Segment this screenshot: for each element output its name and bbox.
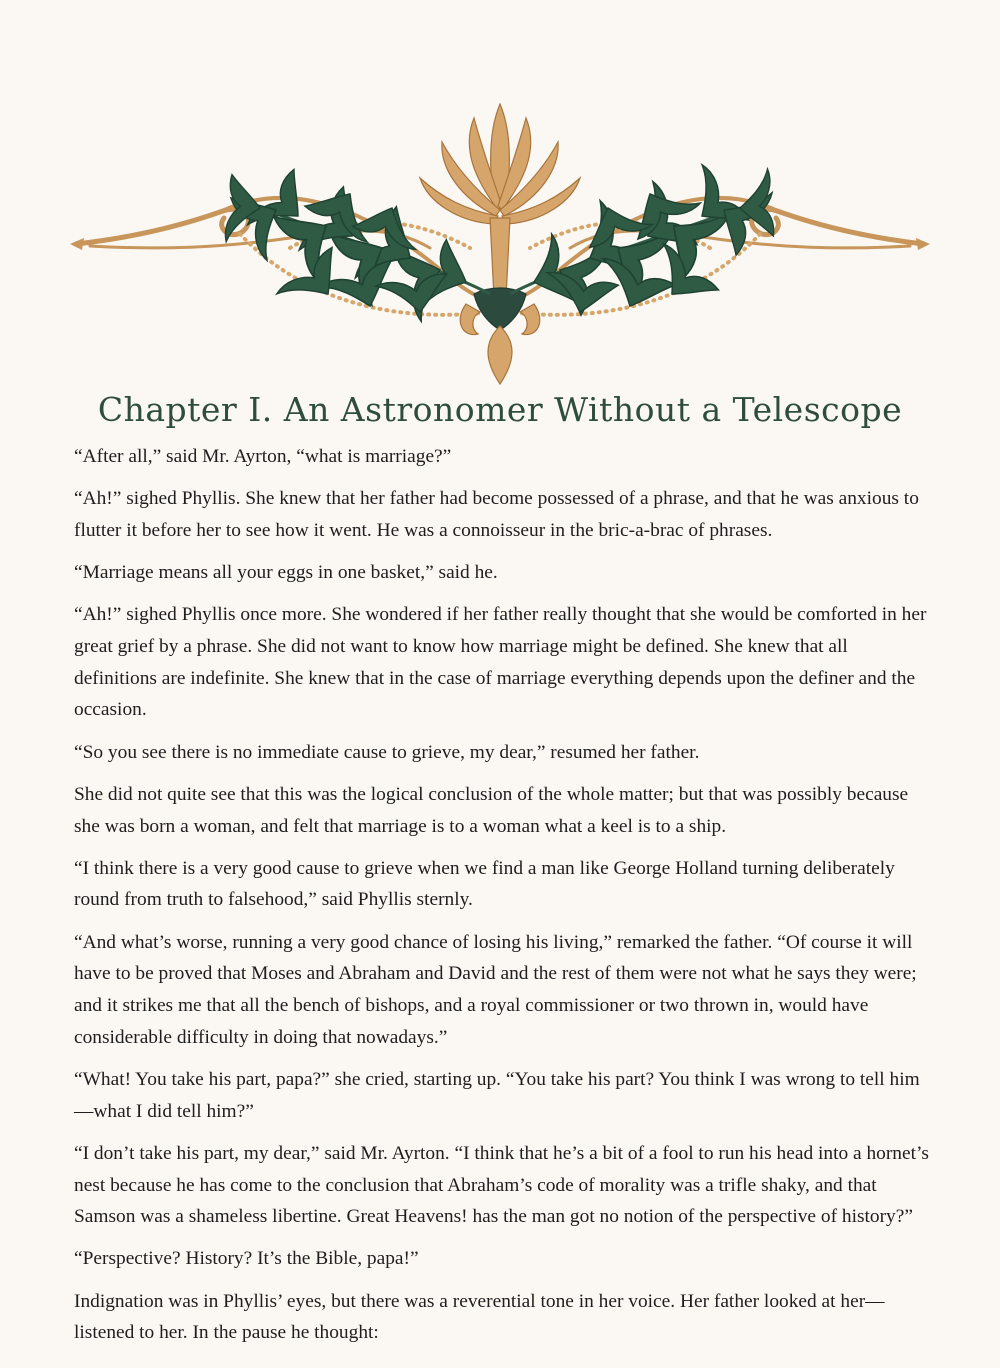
paragraph: “Perspective? History? It’s the Bible, papa!” (74, 1248, 419, 1270)
paragraph: “I don’t take his part, my dear,” said Mr. Ayrton. “I think that he’s a bit of a fool to run his head into a hornet’s nest because he has come to the conclusion that Abraham’s code of morality was a trifle shaky, and that Samson was a shameless libertine. Great Heavens! has the man got no notion of the perspective of history?” (74, 1142, 929, 1228)
paragraph: “I think there is a very good cause to grieve when we find a man like George Holland turning deliberately round from truth to falsehood,” said Phyllis sternly. (74, 857, 895, 911)
paragraph: “What! You take his part, papa?” she cried, starting up. “You take his part? You think I was wrong to tell him —what I did tell him?” (74, 1068, 920, 1122)
paragraph: “Marriage means all your eggs in one basket,” said he. (74, 562, 498, 584)
chapter-title: Chapter I. An Astronomer Without a Telescope (97, 390, 903, 429)
paragraph: “And what’s worse, running a very good chance of losing his living,” remarked the father. “Of course it will have to be proved that Moses and Abraham and David and the rest of them were not what he says they were; and it strikes me that all the bench of bishops, and a royal commissioner or two thrown in, would have considerable difficulty in doing that nowadays.” (74, 931, 917, 1048)
foliate-scroll-ornament-icon (70, 98, 930, 390)
chapter-body (74, 441, 934, 1360)
paragraph: “Ah!” sighed Phyllis once more. She wondered if her father really thought that she would be comforted in her great grief by a phrase. She did not want to know how marriage might be defined. She knew that all definitions are indefinite. She knew that in the case of marriage everything depends upon the definer and the occasion. (74, 604, 927, 721)
paragraph: “Ah!” sighed Phyllis. She knew that her father had become possessed of a phrase, and that he was anxious to flutter it before her to see how it went. He was a connoisseur in the bric-a-brac of phrases. (74, 488, 919, 541)
paragraph: Indignation was in Phyllis’ eyes, but there was a reverential tone in her voice. Her father looked at her—listened to her. In the pause he thought: (74, 1290, 885, 1344)
paragraph: “After all,” said Mr. Ayrton, “what is marriage?” (74, 446, 452, 467)
paragraph: “So you see there is no immediate cause to grieve, my dear,” resumed her father. (74, 741, 700, 763)
paragraph: She did not quite see that this was the logical conclusion of the whole matter; but that was possibly because she was born a woman, and felt that marriage is to a woman what a keel is to a ship. (74, 783, 909, 837)
